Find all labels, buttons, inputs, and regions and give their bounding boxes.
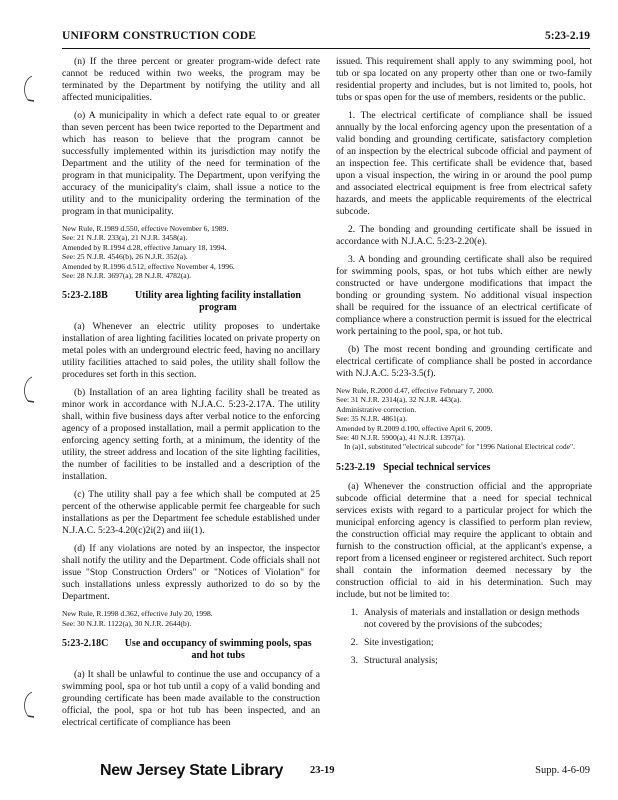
section-number: 5:23-2.18C — [62, 638, 109, 650]
list-item — [336, 655, 592, 667]
section-number: 5:23-2.18B — [62, 290, 108, 302]
section-title: Special technical services — [383, 461, 491, 473]
paragraph-2: 2. The bonding and grounding certificate shall be issued in accordance with N.J.A.C. 5:23-2.20(e). — [336, 224, 592, 247]
section-number: 5:23-2.19 — [336, 461, 376, 473]
history-note — [62, 224, 320, 280]
paragraph-b: (b) Installation of an area lighting facility shall be treated as minor work in accordance with N.J.A.C. 5:23-2.17A. The utility shall, within five business days after verbal notice to the enforcing agency of a proposed installation, mail a permit application to the enforcing agency setting forth, at a minimum, the identity of the utility, the street address and location of the site lighting facilities, the number of facilities to be installed and a description of the installation. — [62, 387, 320, 483]
history-line: New Rule, R.2000 d.47, effective February 7, 2000. — [336, 386, 494, 395]
paragraph-o: (o) A municipality in which a defect rate equal to or greater than seven percent has been twice reported to the Department and which has reason to believe that the program cannot be successfully implemented within its jurisdiction may notify the Department and the utility of the need for termination of the program in that municipality. The Department, upon verifying the accuracy of the municipality's claim, shall issue a notice to the utility and to the municipality ordering the termination of the program in that municipality. — [62, 110, 320, 217]
history-line: Amended by R.1994 d.28, effective January 18, 1994. — [62, 242, 227, 252]
list-item-text: Structural analysis; — [364, 654, 438, 666]
paragraph-3: 3. A bonding and grounding certificate shall also be required for swimming pools, spas, or hot tubs which either are newly constructed or have undergone modifications that impact the bonding or grounding system. No additional visual inspection shall be required for the issuance of an electrical certificate of compliance where a construction permit is issued for the electrical work pertaining to the pool, spa, or hot tub. — [336, 254, 592, 337]
section-heading-2-18b — [62, 290, 320, 314]
history-line: Administrative correction. — [336, 404, 417, 414]
paragraph-a: (a) Whenever the construction official and the appropriate subcode official determine that a need for special technical services exists with regard to a particular project for which the municipal enforcing agency is classified to perform plan review, the construction official may require the applicant to obtain and furnish to the construction official, at the applicant's expense, a report from a licensed engineer or registered architect. Such report shall contain the information deemed necessary by the construction official to aid in his determination. Such may include, but not be limited to: — [336, 480, 592, 600]
history-line: See: 40 N.J.R. 5900(a), 41 N.J.R. 1397(a). — [336, 433, 466, 443]
history-line: New Rule, R.1998 d.362, effective July 20, 1998. — [62, 609, 213, 619]
page-footer — [100, 762, 590, 782]
left-column — [62, 56, 320, 735]
punch-hole-mark — [18, 375, 44, 405]
paragraph-b: (b) The most recent bonding and grounding certificate and electrical certificate of compliance shall be posted in accordance with N.J.A.C. 5:23-3.5(f). — [336, 344, 592, 379]
list-item-text: Site investigation; — [364, 636, 434, 648]
paragraph-n: (n) If the three percent or greater program-wide defect rate cannot be reduced within two weeks, the program may be terminated by the Department by notifying the utility and all affected municipalities. — [62, 56, 320, 103]
history-line: See: 25 N.J.R. 4546(b), 26 N.J.R. 352(a). — [62, 252, 188, 262]
history-line: See: 21 N.J.R. 233(a), 21 N.J.R. 3458(a). — [62, 233, 188, 243]
history-note — [336, 386, 592, 452]
history-line: Amended by R.1996 d.512, effective November 4, 1996. — [62, 261, 235, 271]
list-item-number: 3. — [350, 654, 358, 666]
section-title: Use and occupancy of swimming pools, spas and hot tubs — [124, 638, 312, 662]
history-line: In (a)1, substituted "electrical subcode" for "1996 National Electrical code". — [344, 442, 576, 452]
history-note — [62, 609, 320, 628]
list-item-text: Analysis of materials and installation or design methods not covered by the provisions of the subcodes; — [364, 606, 580, 630]
list-item — [336, 637, 592, 649]
history-line: New Rule, R.1989 d.550, effective November 6, 1989. — [62, 224, 229, 233]
history-line: See: 35 N.J.R. 4861(a). — [336, 414, 408, 424]
history-line: See: 30 N.J.R. 1122(a), 30 N.J.R. 2644(b). — [62, 618, 192, 628]
list-item — [336, 607, 592, 631]
section-title: Utility area lighting facility installation program — [134, 290, 301, 314]
punch-hole-mark — [18, 74, 44, 104]
history-line: See: 31 N.J.R. 2314(a), 32 N.J.R. 443(a). — [336, 395, 462, 405]
paragraph-1: 1. The electrical certificate of compliance shall be issued annually by the local enforcing agency upon the presentation of a valid bonding and grounding certificate, satisfactory completion of an inspection by the electrical subcode official and payment of an inspection fee. This certificate shall be evidence that, based upon a visual inspection, the wiring in or around the pool pump and associated electrical equipment is free from electrical safety hazards, and meets the applicable requirements of the electrical subcode. — [336, 110, 592, 217]
history-line: Amended by R.2009 d.100, effective April 6, 2009. — [336, 423, 493, 433]
running-header — [62, 30, 590, 49]
header-section-number: 5:23-2.19 — [544, 30, 590, 42]
list-item-number: 1. — [350, 606, 358, 618]
supplement-date: Supp. 4-6-09 — [535, 765, 590, 776]
library-stamp: New Jersey State Library — [100, 762, 284, 779]
page-number: 23-19 — [310, 765, 335, 776]
paragraph-d: (d) If any violations are noted by an inspector, the inspector shall notify the utility and the Department. Code officials shall not issue "Stop Construction Orders" or "Notices of Violation" for such installations unless expressly authorized to do so by the Department. — [62, 543, 320, 603]
history-line: See: 28 N.J.R. 3697(a), 28 N.J.R. 4782(a). — [62, 271, 192, 281]
paragraph-a: (a) Whenever an electric utility proposes to undertake installation of area lighting facilities located on private property on metal poles with an underground electric feed, having no ancillary utility facilities attached to said poles, the utility shall follow the procedures set forth in this section. — [62, 321, 320, 381]
punch-hole-mark — [18, 690, 44, 720]
paragraph-continuation: issued. This requirement shall apply to any swimming pool, hot tub or spa located on any property other than one or two-family residential property and includes, but is not limited to, pools, hot tubs or spas open for the use of members, residents or the public. — [336, 56, 592, 103]
right-column — [336, 56, 592, 673]
section-heading-2-18c — [62, 638, 320, 662]
paragraph-a: (a) It shall be unlawful to continue the use and occupancy of a swimming pool, spa or hot tub until a copy of a valid bonding and grounding certificate has been made available to the construction official, the pool, spa or hot tub has been inspected, and an electrical certificate of compliance has been — [62, 669, 320, 729]
list-item-number: 2. — [350, 636, 358, 648]
header-title: UNIFORM CONSTRUCTION CODE — [62, 30, 257, 42]
section-heading-2-19 — [336, 462, 592, 474]
paragraph-c: (c) The utility shall pay a fee which shall be computed at 25 percent of the otherwise applicable permit fee chargeable for such installations as per the Department fee schedule established under N.J.A.C. 5:23-4.20(c)2i(2) and iii(1). — [62, 489, 320, 537]
